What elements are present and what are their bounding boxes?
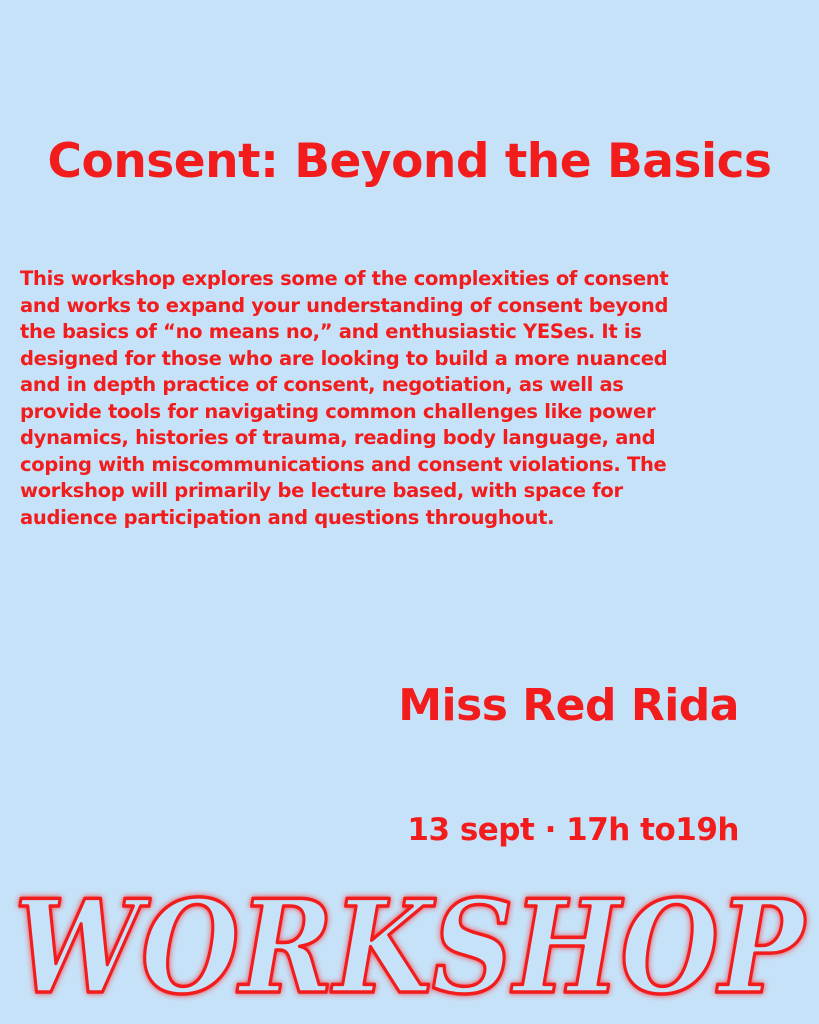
description-line: dynamics, histories of trauma, reading body language, and <box>20 426 656 449</box>
event-title: Consent: Beyond the Basics <box>47 134 772 189</box>
description-line: workshop will primarily be lecture based, with space for <box>20 479 623 502</box>
description-line: and works to expand your understanding of consent beyond <box>20 293 669 317</box>
description-line: and in depth practice of consent, negotiation, as well as <box>20 373 624 396</box>
description-line: This workshop explores some of the complexities of consent <box>20 267 669 290</box>
workshop-banner-text: WORKSHOP <box>14 873 808 1023</box>
description-line: coping with miscommunications and consent violations. The <box>20 452 667 476</box>
presenter-name: Miss Red Rida <box>398 680 739 731</box>
workshop-banner <box>0 860 819 1024</box>
description-line: audience participation and questions throughout. <box>20 505 555 529</box>
description-line: designed for those who are looking to build a more nuanced <box>20 346 668 370</box>
description-line: provide tools for navigating common challenges like power <box>20 399 656 423</box>
event-description <box>20 266 810 531</box>
description-line: the basics of “no means no,” and enthusiastic YESes. It is <box>20 320 642 343</box>
event-datetime: 13 sept · 17h to19h <box>407 812 739 848</box>
